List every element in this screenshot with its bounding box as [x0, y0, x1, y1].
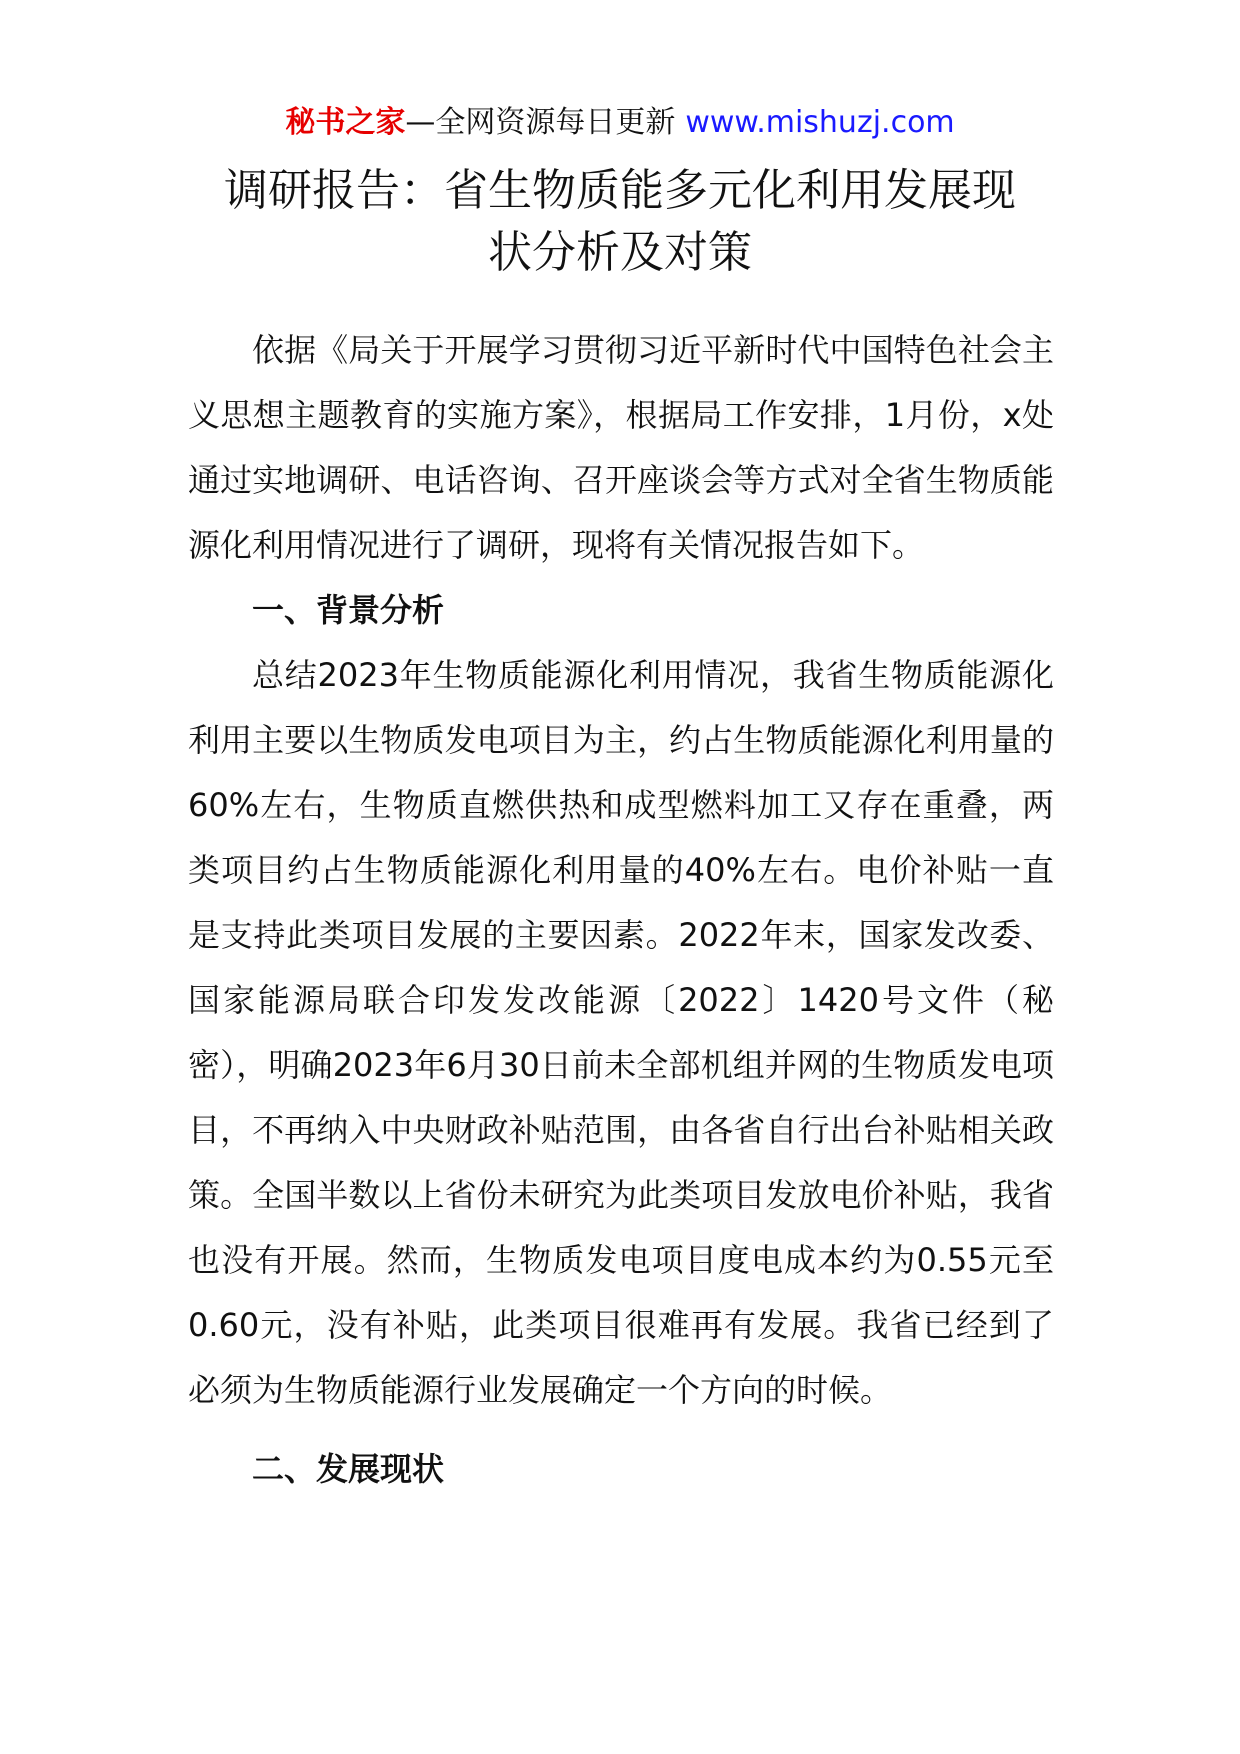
brand-name: 秘书之家: [285, 105, 406, 140]
section-2-heading: 二、发展现状: [252, 1450, 445, 1488]
intro-paragraph: 依据《局关于开展学习贯彻习近平新时代中国特色社会主义思想主题教育的实施方案》，根据局工作安排，1月份，x处通过实地调研、电话咨询、召开座谈会等方式对全省生物质能源化利用情况进行了调研，现将有关情况报告如下。: [188, 331, 1054, 564]
title-line-1: 调研报告：省生物质能多元化利用发展现: [224, 165, 1016, 216]
section-spacer: [188, 1423, 1054, 1437]
section-1-paragraph: 总结2023年生物质能源化利用情况，我省生物质能源化利用主要以生物质发电项目为主，约占生物质能源化利用量的60%左右，生物质直燃供热和成型燃料加工又存在重叠，两类项目约占生物质能源化利用量的40%左右。电价补贴一直是支持此类项目发展的主要因素。2022年末，国家发改委、国家能源局联合印发发改能源〔2022〕1420号文件（秘密），明确2023年6月30日前未全部机组并网的生物质发电项目，不再纳入中央财政补贴范围，由各省自行出台补贴相关政策。全国半数以上省份未研究为此类项目发放电价补贴，我省也没有开展。然而，生物质发电项目度电成本约为0.55元至0.60元，没有补贴，此类项目很难再有发展。我省已经到了必须为生物质能源行业发展确定一个方向的时候。: [188, 656, 1054, 1409]
document-title: [180, 160, 1060, 284]
document-body: [188, 318, 1054, 1502]
header-tagline: —全网资源每日更新: [405, 105, 676, 140]
site-url-link[interactable]: www.mishuzj.com: [685, 105, 955, 140]
site-header: [0, 100, 1240, 146]
title-line-2: 状分析及对策: [488, 227, 752, 278]
section-1-heading: 一、背景分析: [252, 591, 445, 629]
